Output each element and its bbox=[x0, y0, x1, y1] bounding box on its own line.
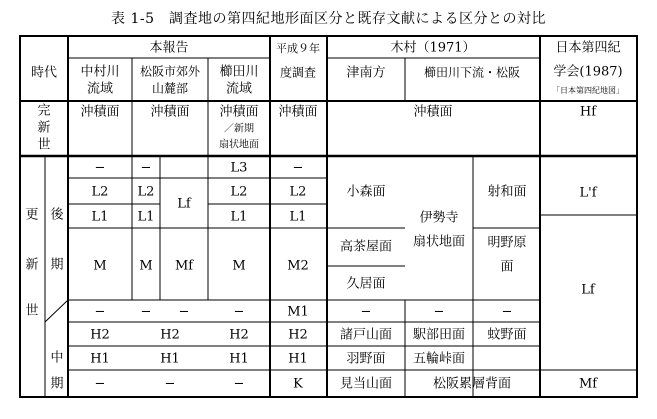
cell-dash: − bbox=[94, 304, 106, 320]
table-caption: 表 1-5 調査地の第四紀地形面区分と既存文献による区分との対比 bbox=[111, 11, 546, 27]
cell-shawa: 射和面 bbox=[487, 184, 527, 200]
cell-dash: − bbox=[140, 304, 152, 320]
cell-h1: H1 bbox=[288, 351, 308, 367]
header-matsusaka-1: 松阪市郊外 bbox=[139, 64, 201, 79]
holocene-kimura: 沖積面 bbox=[413, 104, 453, 120]
cell-h1: H1 bbox=[160, 351, 180, 367]
header-matsusaka-2: 山麓部 bbox=[151, 81, 189, 96]
cell-lf: Lf bbox=[177, 196, 191, 212]
cell-kayano: 蚊野面 bbox=[487, 327, 527, 343]
header-nihon-2: 学会(1987) bbox=[553, 64, 623, 80]
cell-dash: − bbox=[164, 376, 176, 392]
header-nihon-1: 日本第四紀 bbox=[555, 40, 621, 56]
cell-dash: − bbox=[433, 304, 445, 320]
header-kushida-1: 櫛田川 bbox=[219, 64, 259, 80]
cell-dash: − bbox=[360, 304, 372, 320]
cell-h1: H1 bbox=[229, 351, 249, 367]
holocene-kushida-2: ／新期 bbox=[224, 123, 254, 135]
header-kushida-2: 流域 bbox=[225, 81, 253, 97]
cell-dash: − bbox=[233, 376, 245, 392]
cell-lpf: L'f bbox=[579, 185, 597, 201]
cell-dash: − bbox=[94, 160, 106, 176]
cell-h2: H2 bbox=[160, 327, 180, 343]
cell-h2: H2 bbox=[288, 327, 308, 343]
cell-k: K bbox=[293, 376, 303, 392]
header-heisei-1: 平成９年 bbox=[276, 42, 320, 55]
header-jidai: 時代 bbox=[30, 65, 58, 81]
cell-h2: H2 bbox=[90, 327, 110, 343]
header-nakamura-1: 中村川 bbox=[80, 64, 120, 80]
header-hon-houkoku: 本報告 bbox=[149, 40, 189, 56]
cell-dash: − bbox=[178, 304, 190, 320]
cell-h1: H1 bbox=[90, 351, 110, 367]
cell-meino-2: 面 bbox=[500, 259, 514, 275]
cell-isejin-1: 伊勢寺 bbox=[419, 210, 459, 226]
late-label-1: 後 bbox=[50, 207, 64, 223]
cell-l2: L2 bbox=[230, 184, 248, 200]
cell-mf: Mf bbox=[174, 258, 194, 274]
cell-l1: L1 bbox=[137, 209, 155, 225]
cell-ekibeta: 駅部田面 bbox=[412, 327, 466, 343]
cell-hano: 羽野面 bbox=[346, 351, 386, 367]
cell-dash: − bbox=[94, 376, 106, 392]
cell-l1: L1 bbox=[91, 209, 109, 225]
cell-mf-nihon: Mf bbox=[578, 376, 598, 392]
cell-dash: − bbox=[233, 304, 245, 320]
header-heisei-2: 度調査 bbox=[279, 65, 317, 80]
cell-morotoyama: 諸戸山面 bbox=[339, 327, 393, 343]
holocene-era-1: 完 bbox=[37, 103, 51, 119]
cell-gorin: 五輪峠面 bbox=[412, 351, 466, 367]
header-nihon-3: 「日本第四紀地図」 bbox=[552, 86, 624, 95]
cell-isejin-2: 扇状地面 bbox=[412, 234, 466, 250]
cell-meino-1: 明野原 bbox=[487, 235, 527, 251]
holocene-era-2: 新 bbox=[37, 120, 51, 136]
holocene-heisei: 沖積面 bbox=[278, 104, 318, 120]
cell-dash: − bbox=[140, 160, 152, 176]
pleistocene-era-2: 新 bbox=[25, 257, 39, 273]
cell-takachaya: 高茶屋面 bbox=[339, 239, 393, 255]
cell-m: M bbox=[139, 258, 153, 274]
cell-h2: H2 bbox=[229, 327, 249, 343]
cell-l2: L2 bbox=[137, 184, 155, 200]
holocene-era-3: 世 bbox=[37, 137, 51, 153]
cell-dash: − bbox=[501, 304, 513, 320]
cell-komori: 小森面 bbox=[346, 184, 386, 200]
late-label-2: 期 bbox=[50, 257, 64, 273]
header-kimura: 木村（1971） bbox=[390, 40, 476, 56]
holocene-kushida-1: 沖積面 bbox=[219, 104, 259, 120]
cell-lf-nihon: Lf bbox=[581, 282, 595, 298]
cell-l1: L1 bbox=[289, 209, 307, 225]
cell-m2: M2 bbox=[287, 258, 309, 274]
middle-label-2: 期 bbox=[50, 376, 64, 392]
cell-matsusaka-sou: 松阪累層背面 bbox=[432, 376, 512, 392]
cell-mitoyama: 見当山面 bbox=[339, 376, 393, 392]
cell-dash: − bbox=[292, 160, 304, 176]
holocene-nakamura: 沖積面 bbox=[80, 104, 120, 120]
pleistocene-era-3: 世 bbox=[25, 303, 39, 319]
cell-m: M bbox=[93, 258, 107, 274]
pleistocene-era-1: 更 bbox=[25, 207, 39, 223]
cell-l2: L2 bbox=[289, 184, 307, 200]
header-kushida-shimo: 櫛田川下流・松阪 bbox=[423, 65, 521, 80]
holocene-kushida-3: 扇状地面 bbox=[219, 139, 259, 151]
holocene-nihon: Hf bbox=[579, 104, 597, 120]
table-text bbox=[25, 40, 624, 392]
cell-kusui: 久居面 bbox=[346, 276, 386, 292]
cell-m: M bbox=[232, 258, 246, 274]
cell-l3: L3 bbox=[230, 160, 248, 176]
middle-label-1: 中 bbox=[50, 350, 64, 366]
holocene-matsusaka: 沖積面 bbox=[150, 104, 190, 120]
cell-l1: L1 bbox=[230, 209, 248, 225]
cell-l2: L2 bbox=[91, 184, 109, 200]
header-tsunan: 津南方 bbox=[346, 65, 386, 81]
cell-m1: M1 bbox=[287, 304, 309, 320]
header-nakamura-2: 流域 bbox=[86, 81, 114, 97]
